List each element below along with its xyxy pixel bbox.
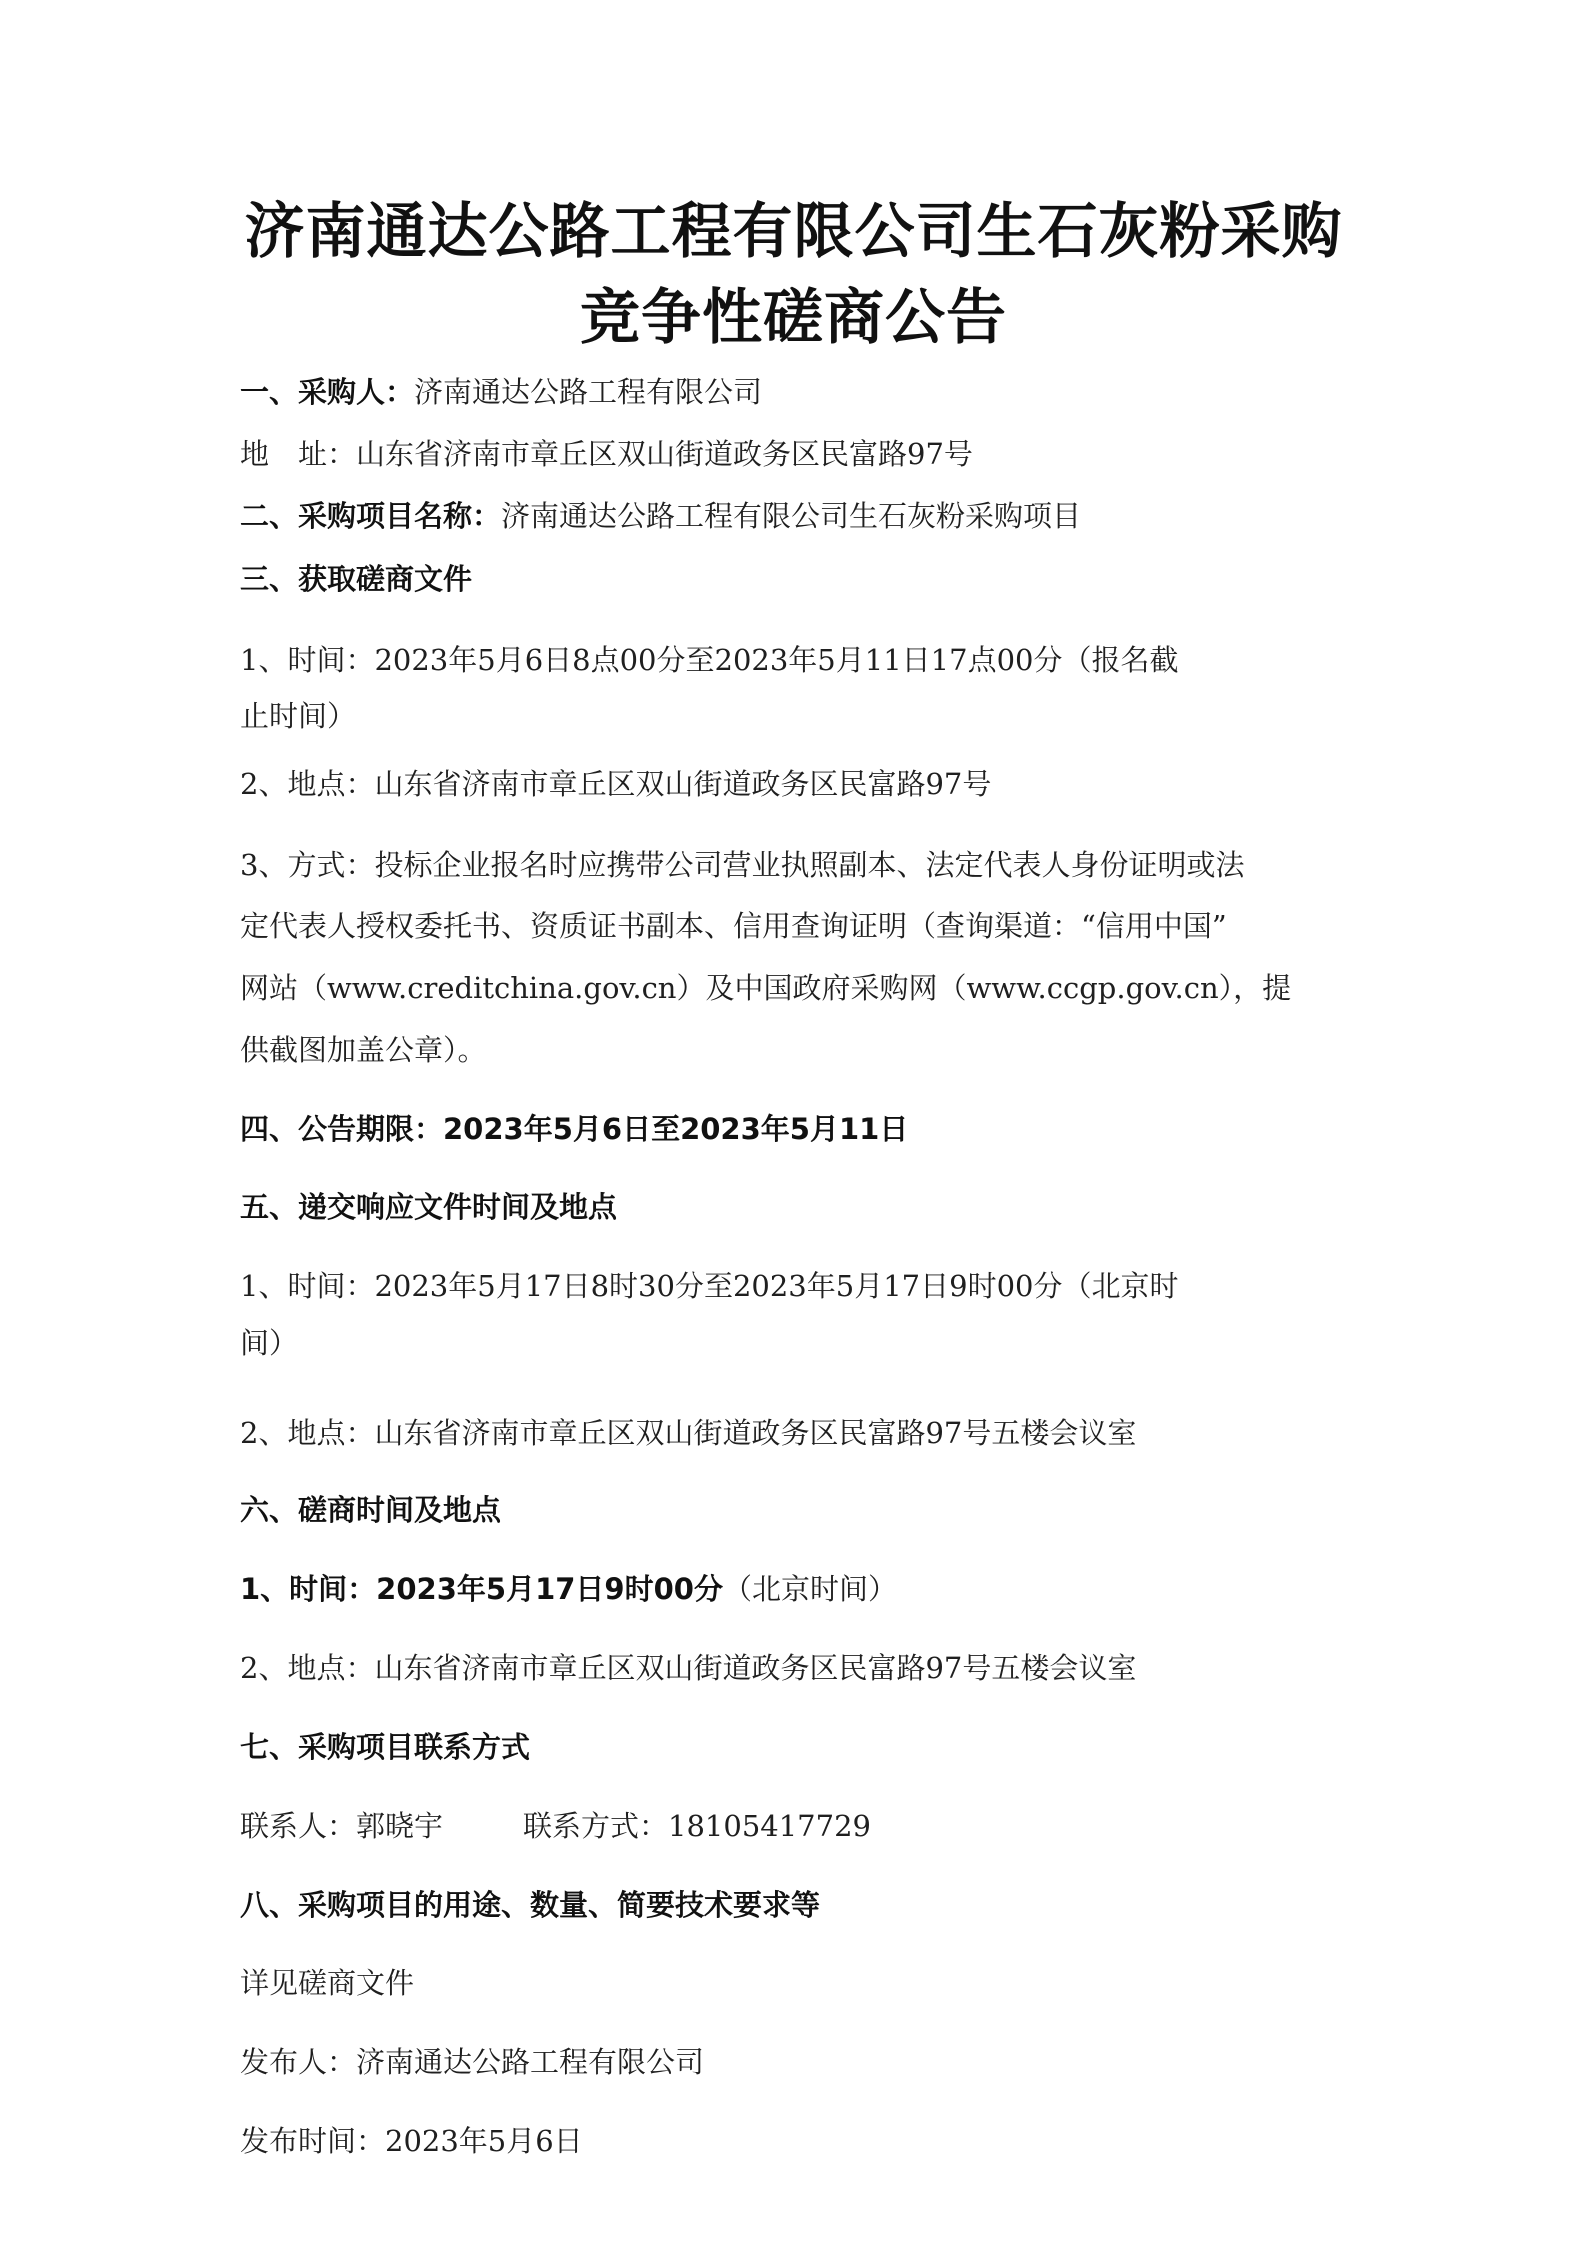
- project-row: [240, 496, 1081, 536]
- address-row: [240, 434, 973, 474]
- obtain-place: 2、地点：山东省济南市章丘区双山街道政务区民富路97号: [240, 767, 992, 801]
- requirements-text: 详见磋商文件: [240, 1966, 415, 2000]
- submit-heading: 五、递交响应文件时间及地点: [240, 1190, 618, 1224]
- consult-time-bold: 1、时间：2023年5月17日9时00分: [240, 1572, 723, 1606]
- obtain-method-line-1: 3、方式：投标企业报名时应携带公司营业执照副本、法定代表人身份证明或法: [240, 848, 1245, 882]
- requirements-heading: 八、采购项目的用途、数量、简要技术要求等: [240, 1888, 821, 1922]
- address-label: 地 址：: [240, 437, 357, 471]
- publisher-text: 发布人：济南通达公路工程有限公司: [240, 2045, 705, 2079]
- obtain-method-line-4: 供截图加盖公章）。: [240, 1033, 487, 1067]
- obtain-method-line-2: 定代表人授权委托书、资质证书副本、信用查询证明（查询渠道：“信用中国”: [240, 909, 1227, 943]
- consult-heading: 六、磋商时间及地点: [240, 1493, 502, 1527]
- purchaser-label: 一、采购人：: [240, 375, 415, 409]
- contact-row: [240, 1806, 871, 1846]
- purchaser-value: 济南通达公路工程有限公司: [414, 375, 763, 409]
- submit-time-line-2: 间）: [240, 1326, 299, 1360]
- title-line-1: 济南通达公路工程有限公司生石灰粉采购: [244, 197, 1343, 267]
- purchaser-row: [240, 372, 762, 412]
- obtain-time-line-1: 1、时间：2023年5月6日8点00分至2023年5月11日17点00分（报名截: [240, 643, 1179, 677]
- address-value: 山东省济南市章丘区双山街道政务区民富路97号: [356, 437, 973, 471]
- obtain-method-line-3: 网站（www.creditchina.gov.cn）及中国政府采购网（www.ccgp.gov.cn），提: [240, 971, 1292, 1005]
- consult-place: 2、地点：山东省济南市章丘区双山街道政务区民富路97号五楼会议室: [240, 1651, 1137, 1685]
- submit-place: 2、地点：山东省济南市章丘区双山街道政务区民富路97号五楼会议室: [240, 1416, 1137, 1450]
- project-label: 二、采购项目名称：: [240, 499, 502, 533]
- period-text: 四、公告期限：2023年5月6日至2023年5月11日: [240, 1112, 909, 1146]
- project-value: 济南通达公路工程有限公司生石灰粉采购项目: [501, 499, 1082, 533]
- contact-phone: 联系方式：18105417729: [523, 1809, 871, 1843]
- obtain-heading: 三、获取磋商文件: [240, 562, 473, 596]
- contact-heading: 七、采购项目联系方式: [240, 1730, 531, 1764]
- consult-time-row: [240, 1569, 897, 1609]
- publish-time-text: 发布时间：2023年5月6日: [240, 2124, 583, 2158]
- submit-time-line-1: 1、时间：2023年5月17日8时30分至2023年5月17日9时00分（北京时: [240, 1269, 1179, 1303]
- title-line-2: 竞争性磋商公告: [580, 283, 1007, 353]
- obtain-time-line-2: 止时间）: [240, 699, 357, 733]
- contact-person: 联系人：郭晓宇: [240, 1809, 444, 1843]
- consult-time-normal: （北京时间）: [722, 1572, 897, 1606]
